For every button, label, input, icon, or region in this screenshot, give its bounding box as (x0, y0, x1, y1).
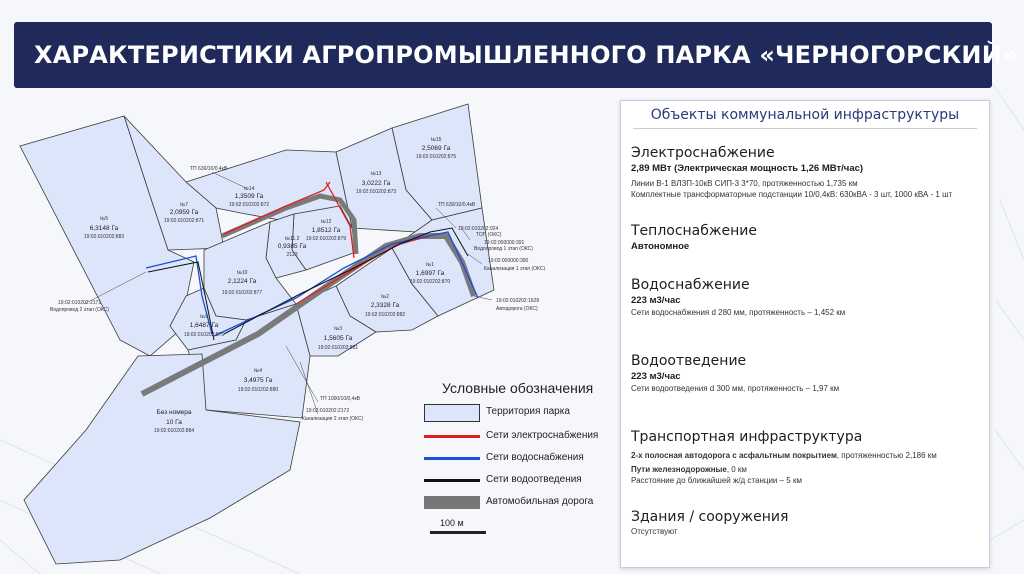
legend-item (424, 404, 624, 424)
callout-text: ТП 630/10/0,4кВ (438, 202, 476, 208)
plot-area: 2,0959 Га (169, 209, 199, 216)
legend-item (424, 450, 624, 470)
callout-text: ТОП (ОКС) (476, 232, 502, 238)
plot-area: 1,6997 Га (415, 270, 445, 277)
plot-cad: 19:02:010202:873 (355, 189, 397, 195)
infrastructure-panel (620, 100, 990, 568)
legend-swatch-territory (424, 404, 480, 422)
plot-area: 10 Га (166, 419, 182, 426)
plot-cad: 19:02:010202:884 (153, 428, 195, 434)
plot-label: №15 (430, 137, 442, 143)
transport-road: 2-х полосная автодорога с асфальтным покрытием (631, 451, 837, 460)
plot-label: №5 (99, 216, 109, 222)
legend-label: Автомобильная дорога (486, 496, 594, 507)
section-buildings (631, 509, 983, 537)
scale-line (430, 531, 486, 534)
plot-label: №10 (236, 270, 248, 276)
plot-label: №11.2 (284, 236, 300, 242)
section-transport (631, 429, 983, 486)
callout-text: 19:02:010202:2171 (58, 300, 102, 306)
callout-text: 19:02:000000:390 (488, 258, 529, 264)
callout-text: Водопровод 2 этап (ОКС) (50, 307, 109, 313)
section-text (631, 450, 983, 461)
legend-label: Сети электроснабжения (486, 430, 599, 441)
section-power (631, 145, 983, 200)
section-value: 2,89 МВт (Электрическая мощность 1,26 МВт/час) (631, 163, 864, 174)
map-legend (420, 376, 620, 540)
callout-text: ТП 1000/10/0,4кВ (320, 396, 360, 402)
panel-title: Объекты коммунальной инфраструктуры (650, 107, 960, 123)
plot-cad: 19:02:010202:872 (228, 202, 270, 208)
transport-rail-length: , 0 км (726, 465, 747, 474)
legend-swatch-sewer (424, 479, 480, 482)
section-heading: Водоснабжение (631, 277, 750, 293)
plot-label: Без номера (156, 409, 192, 416)
legend-swatch-road (424, 496, 480, 509)
section-text: Отсутствуют (631, 527, 678, 536)
section-heading: Водоотведение (631, 353, 747, 369)
plot-cad: 19:02:010202:871 (163, 218, 205, 224)
legend-label: Сети водоотведения (486, 474, 582, 485)
section-text: Сети водоотведения d 300 мм, протяженность – 1,97 км (631, 384, 840, 393)
plot-cad: 19:02:010202:883 (83, 234, 125, 240)
section-value: 223 м3/час (631, 371, 681, 382)
plot-cad: 19:02:010202:879 (305, 236, 347, 242)
section-value: 223 м3/час (631, 295, 681, 306)
plot-area: 1,5605 Га (323, 335, 353, 342)
plot-label: №7 (179, 202, 189, 208)
section-heading: Здания / сооружения (631, 509, 789, 525)
callout-text: Автодорога (ОКС) (496, 306, 538, 312)
legend-title: Условные обозначения (442, 380, 594, 396)
section-heading: Транспортная инфраструктура (631, 429, 863, 445)
plot-area: 6,3148 Га (89, 225, 119, 232)
legend-item (424, 494, 624, 514)
plot-cad: 19:02:010202:880 (237, 387, 279, 393)
plot-label: №1 (425, 262, 435, 268)
transport-rail: Пути железнодорожные (631, 465, 727, 474)
section-sewer (631, 353, 983, 394)
plot-area: 2,3328 Га (370, 302, 400, 309)
plot-area: 1,8512 Га (311, 227, 341, 234)
plot-area: 3,0222 Га (361, 180, 391, 187)
callout-text: 19:02:010202:924 (458, 226, 499, 232)
legend-swatch-water (424, 457, 480, 460)
section-value: Автономное (631, 241, 690, 252)
plot-cad: 19:02:010202:876 (183, 332, 225, 338)
plot-cad: 19:02:010202:877 (221, 290, 263, 296)
plot-cad: 19:02:010202:882 (364, 312, 406, 318)
legend-label: Сети водоснабжения (486, 452, 584, 463)
legend-swatch-power (424, 435, 480, 438)
plot-label: №2 (380, 294, 390, 300)
legend-item (424, 428, 624, 448)
plot-area: 3,4975 Га (243, 377, 273, 384)
legend-label: Территория парка (486, 406, 570, 417)
plot-cad: 19:02:010202:870 (409, 279, 451, 285)
panel-divider (633, 128, 977, 129)
plot-label: №13 (370, 171, 382, 177)
plot-area: 1,6487 Га (189, 322, 219, 329)
section-text (631, 464, 983, 475)
callout-text: 19:02:000000:391 (484, 240, 525, 246)
callout-text: ТП 630/10/0,4кВ (190, 166, 228, 172)
plot-cad: 2123 (286, 252, 298, 258)
callout-text: Водопровод 1 этап (ОКС) (474, 246, 533, 252)
callout-text: 19:02:010202:2172 (306, 408, 350, 414)
plot-area: 1,3509 Га (234, 193, 264, 200)
scale-label: 100 м (440, 518, 464, 528)
plot-label: №9 (199, 314, 209, 320)
plot-cad: 19:02:010202:881 (317, 345, 359, 351)
plot-label: №3 (333, 326, 343, 332)
callout-text: 19:02:010202:1628 (496, 298, 540, 304)
section-water (631, 277, 983, 318)
plot-cad: 19:02:010202:875 (415, 154, 457, 160)
plot-label: №12 (320, 219, 332, 225)
section-text: Расстояние до ближайшей ж/д станции – 5 км (631, 476, 802, 485)
scale-bar (430, 518, 490, 538)
callout-text: Канализация 2 этап (ОКС) (302, 416, 364, 422)
section-text: Сети водоснабжения d 280 мм, протяженность – 1,452 км (631, 308, 846, 317)
plot-label: №4 (253, 368, 263, 374)
section-heat (631, 223, 983, 253)
page-header (14, 22, 1018, 88)
section-heading: Теплоснабжение (631, 223, 757, 239)
section-heading: Электроснабжение (631, 145, 775, 161)
section-text: Линии В-1 ВЛЗП-10кВ СИП-3 3*70, протяженностью 1,735 км (631, 179, 858, 188)
transport-road-length: , протяженностью 2,186 км (836, 451, 937, 460)
plot-area: 2,5069 Га (421, 145, 451, 152)
section-text: Комплектные трансформаторные подстанции 10/0,4кВ: 630кВА - 3 шт, 1000 кВА - 1 шт (631, 190, 953, 199)
plot-label: №14 (243, 186, 255, 192)
page-title: ХАРАКТЕРИСТИКИ АГРОПРОМЫШЛЕННОГО ПАРКА «ЧЕРНОГОРСКИЙ» (34, 41, 1018, 69)
callout-text: Канализация 1 этап (ОКС) (484, 266, 546, 272)
plot-area: 2,1224 Га (227, 278, 257, 285)
plot-area: 0,9385 Га (277, 243, 307, 250)
legend-item (424, 472, 624, 492)
